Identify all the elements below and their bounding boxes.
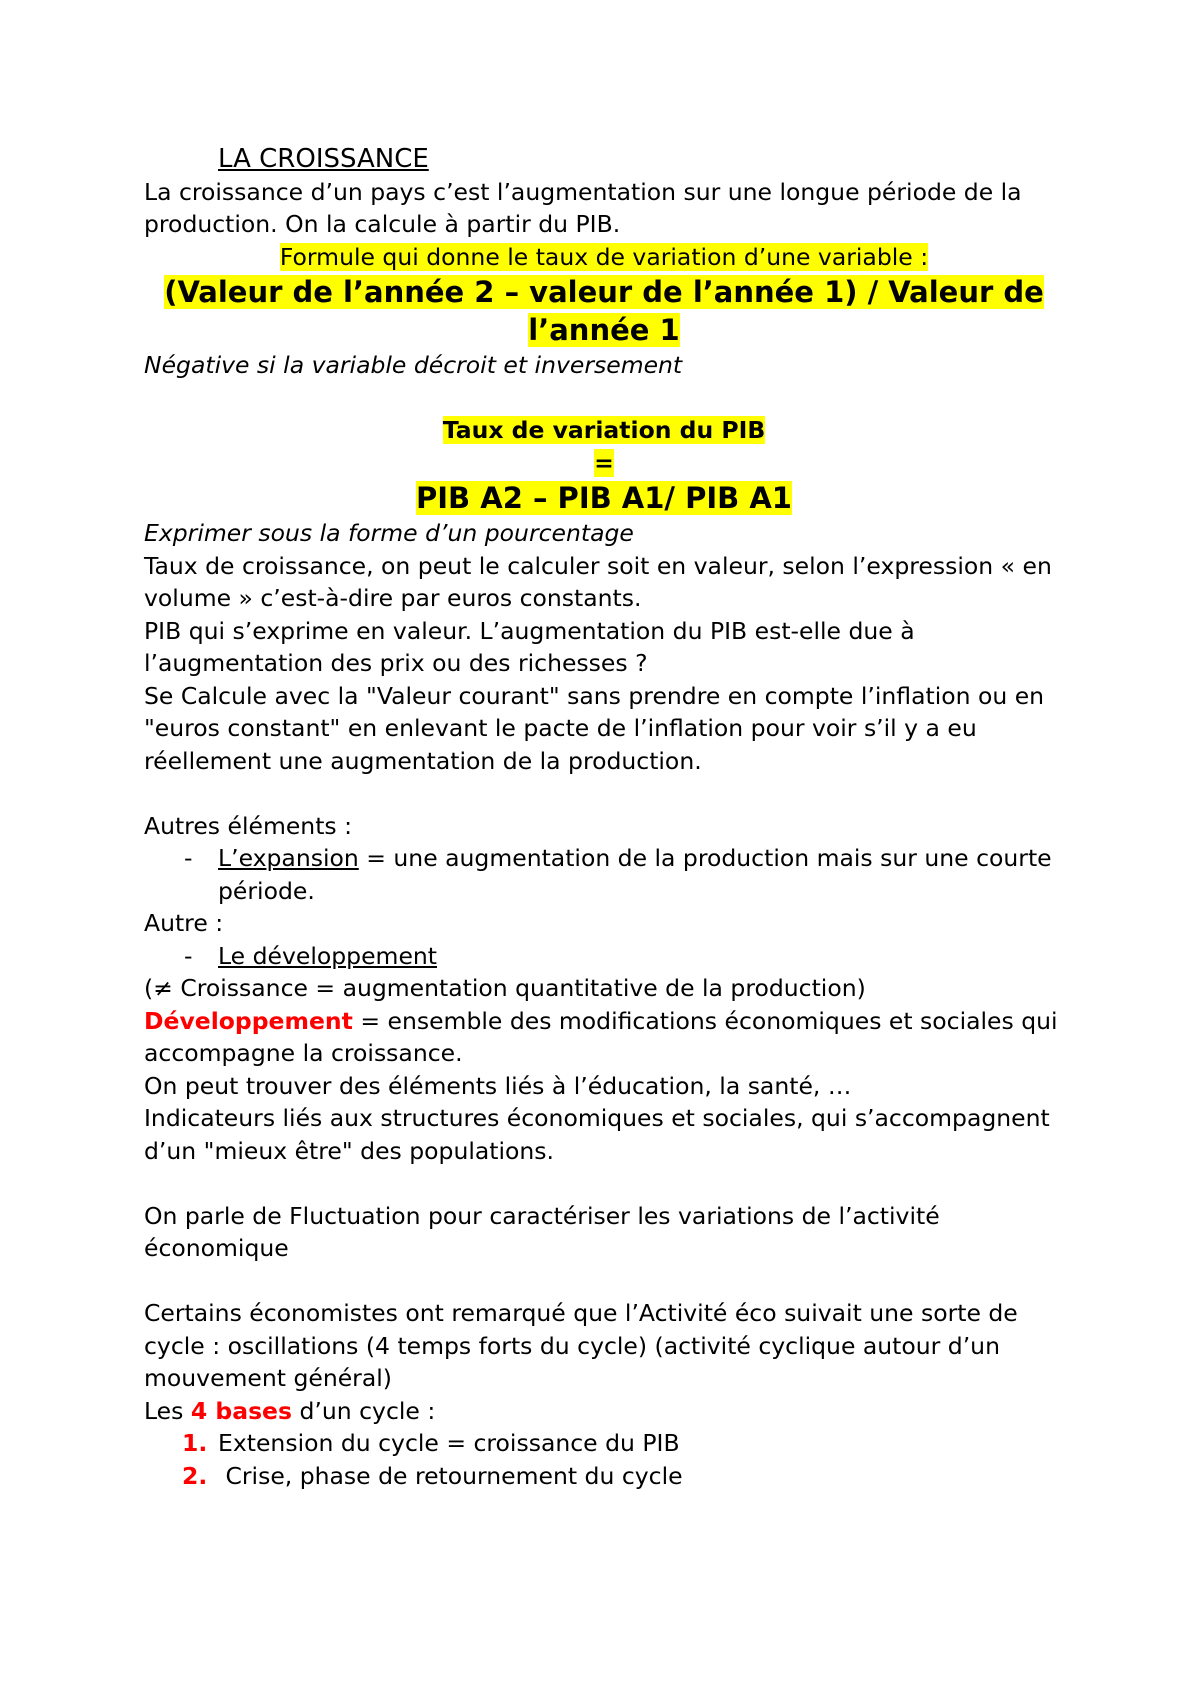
document-body	[144, 143, 1064, 1492]
growth-paragraph-1: Taux de croissance, on peut le calculer soit en valeur, selon l’expression « en volume » c’est-à-dire par euros constants.	[144, 551, 1052, 612]
cycle-list-item-2	[144, 1460, 1064, 1493]
formula-line-1: (Valeur de l’année 2 – valeur de l’année 1) / Valeur de	[164, 275, 1044, 309]
others-heading: Autres éléments :	[144, 811, 353, 840]
list-item-development	[144, 940, 1064, 973]
development-elements: On peut trouver des éléments liés à l’éducation, la santé, …	[144, 1071, 852, 1100]
cycle-intro: Certains économistes ont remarqué que l’Activité éco suivait une sorte de cycle : oscillations (4 temps forts du cycle) (activité cyclique autour d’un mouvement général)	[144, 1299, 1018, 1392]
development-definition-paragraph	[144, 1005, 1064, 1070]
pib-formula-expression: PIB A2 – PIB A1/ PIB A1	[416, 481, 792, 515]
pib-formula-equals: =	[594, 448, 614, 477]
spacer	[144, 1167, 1064, 1200]
spacer	[144, 777, 1064, 810]
development-item-label: Le développement	[218, 941, 438, 970]
page-title: LA CROISSANCE	[218, 144, 429, 174]
development-definition: = ensemble des modifications économiques et sociales qui accompagne la croissance.	[144, 1006, 1058, 1067]
cycle-item-text: Crise, phase de retournement du cycle	[218, 1461, 683, 1490]
list-number: 2.	[182, 1461, 208, 1490]
growth-paragraph-3: Se Calcule avec la "Valeur courant" sans prendre en compte l’inflation ou en "euros constant" en enlevant le pacte de l’inflation pour voir s’il y a eu réellement une augmentation de la production.	[144, 681, 1045, 775]
expansion-term: L’expansion	[218, 844, 359, 872]
development-term: Développement	[144, 1006, 353, 1035]
spacer	[144, 1265, 1064, 1298]
dash-bullet: -	[184, 941, 193, 970]
cycle-item-text: Extension du cycle = croissance du PIB	[218, 1429, 680, 1457]
cycle-bases-line: Les 4 bases d’un cycle :	[144, 1396, 436, 1425]
pib-formula-label: Taux de variation du PIB	[442, 416, 766, 444]
growth-paragraph-2: PIB qui s’exprime en valeur. L’augmentation du PIB est-elle due à l’augmentation des prix ou des richesses ?	[144, 616, 915, 677]
autre-label: Autre :	[144, 909, 224, 937]
list-number: 1.	[182, 1429, 208, 1457]
formula-line-2: l’année 1	[528, 313, 680, 347]
intro-paragraph: La croissance d’un pays c’est l’augmentation sur une longue période de la production. On la calcule à partir du PIB.	[144, 177, 1022, 238]
cycle-list-item-1	[144, 1427, 1064, 1460]
cycle-bases-emphasis: 4 bases	[190, 1396, 292, 1425]
percent-note: Exprimer sous la forme d’un pourcentage	[144, 519, 634, 547]
expansion-definition: = une augmentation de la production mais sur une courte période.	[218, 844, 1052, 905]
list-item-expansion	[144, 842, 1064, 907]
sign-note: Négative si la variable décroit et inversement	[144, 351, 683, 379]
fluctuation-paragraph: On parle de Fluctuation pour caractériser les variations de l’activité économique	[144, 1201, 940, 1262]
dash-bullet: -	[184, 844, 193, 872]
development-contrast: (≠ Croissance = augmentation quantitative de la production)	[144, 974, 866, 1002]
development-indicators: Indicateurs liés aux structures économiques et sociales, qui s’accompagnent d’un "mieux être" des populations.	[144, 1104, 1050, 1165]
spacer	[144, 382, 1064, 415]
formula-label: Formule qui donne le taux de variation d’une variable :	[279, 242, 929, 271]
